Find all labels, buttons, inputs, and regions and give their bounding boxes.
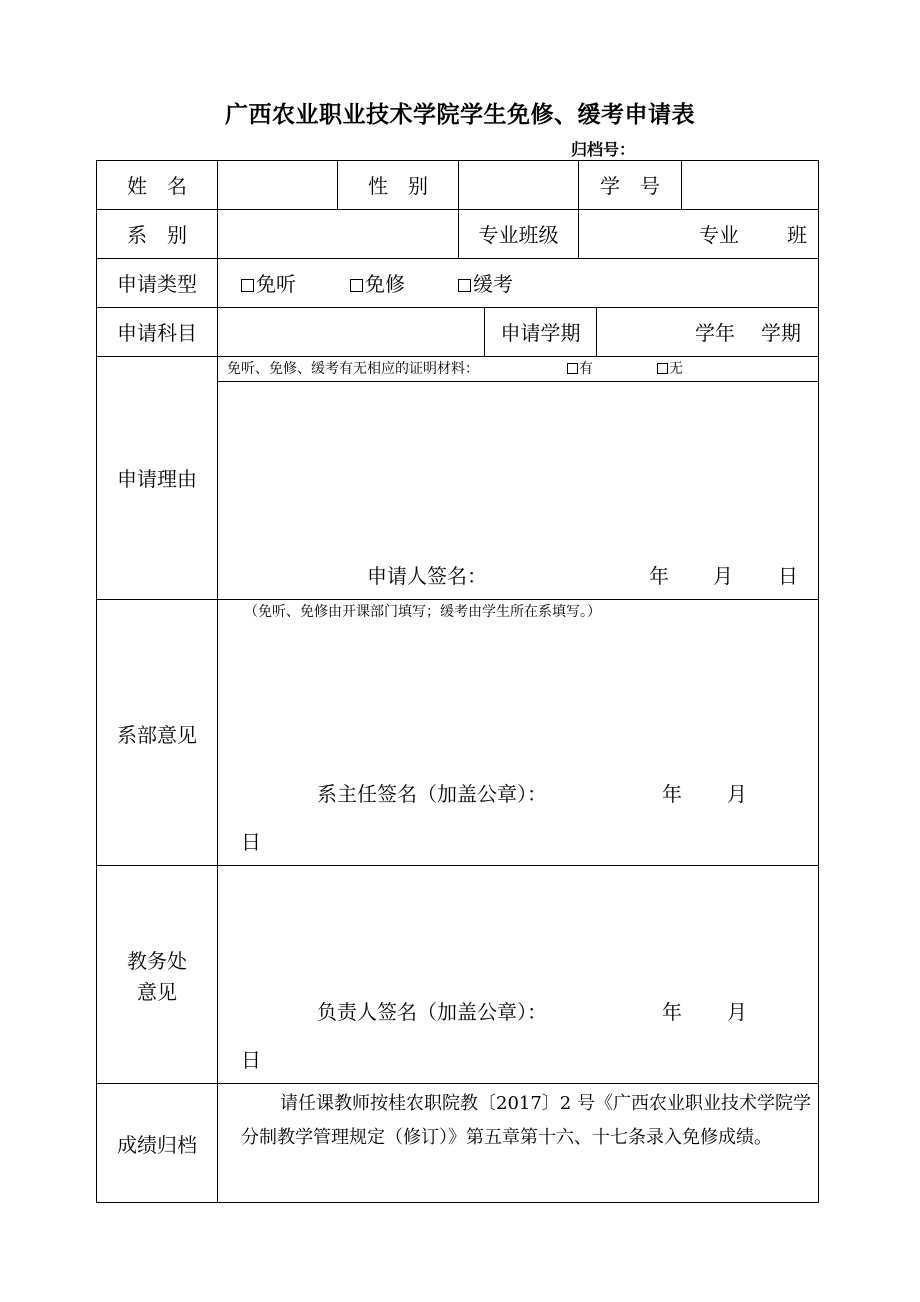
evidence-yes-option[interactable]: 有 <box>567 362 593 376</box>
checkbox[interactable] <box>657 363 668 374</box>
date-day: 日 <box>241 1048 261 1072</box>
option-exempt-course[interactable]: 免修 <box>350 274 405 294</box>
evidence-question: 免听、免修、缓考有无相应的证明材料： <box>227 361 479 377</box>
row-divider <box>97 258 818 259</box>
column-divider <box>578 209 579 258</box>
academic-opinion-label-line1: 教务处 <box>127 949 187 973</box>
date-year: 年 <box>662 782 682 806</box>
checkbox[interactable] <box>458 279 471 292</box>
row-divider <box>97 1083 818 1084</box>
row-divider <box>217 381 818 382</box>
dept-opinion-note: （免听、免修由开课部门填写；缓考由学生所在系填写。） <box>244 604 601 620</box>
column-divider <box>217 161 218 1202</box>
class-suffix: 班 <box>787 223 807 247</box>
evidence-no-option[interactable]: 无 <box>657 362 683 376</box>
date-month: 月 <box>727 782 747 806</box>
academic-opinion-label-line2: 意见 <box>137 980 177 1004</box>
student-id-label: 学 号 <box>600 174 660 198</box>
column-divider <box>458 161 459 209</box>
applicant-signature-label: 申请人签名： <box>367 564 487 588</box>
reason-label: 申请理由 <box>117 467 197 491</box>
responsible-person-signature-label: 负责人签名（加盖公章）： <box>317 1000 547 1024</box>
date-year: 年 <box>649 564 669 588</box>
grade-archive-text-line2: 分制教学管理规定（修订）》第五章第十六、十七条录入免修成绩。 <box>241 1127 772 1148</box>
name-label: 姓 名 <box>127 174 187 198</box>
major-class-label: 专业班级 <box>478 223 559 247</box>
year-suffix: 学年 <box>695 321 735 345</box>
date-day: 日 <box>241 830 261 854</box>
department-label: 系 别 <box>127 223 187 247</box>
date-month: 月 <box>713 564 733 588</box>
term-suffix: 学期 <box>761 321 801 345</box>
gender-label: 性 别 <box>368 174 428 198</box>
subject-label: 申请科目 <box>117 321 197 345</box>
application-form <box>96 160 819 1203</box>
major-suffix: 专业 <box>699 223 739 247</box>
row-divider <box>97 865 818 866</box>
option-exempt-listening[interactable]: 免听 <box>241 274 296 294</box>
date-month: 月 <box>727 1000 747 1024</box>
grade-archive-label: 成绩归档 <box>117 1133 197 1157</box>
application-type-label: 申请类型 <box>117 272 197 296</box>
checkbox[interactable] <box>241 279 254 292</box>
row-divider <box>97 599 818 600</box>
dept-head-signature-label: 系主任签名（加盖公章）： <box>317 782 547 806</box>
row-divider <box>97 307 818 308</box>
row-divider <box>97 356 818 357</box>
option-deferred-exam[interactable]: 缓考 <box>458 274 513 294</box>
form-title: 广西农业职业技术学院学生免修、缓考申请表 <box>225 102 695 128</box>
grade-archive-text-line1: 请任课教师按桂农职院教〔2017〕2 号《广西农业职业技术学院学 <box>280 1093 811 1114</box>
date-year: 年 <box>662 1000 682 1024</box>
checkbox[interactable] <box>350 279 363 292</box>
column-divider <box>681 161 682 209</box>
checkbox[interactable] <box>567 363 578 374</box>
dept-opinion-label: 系部意见 <box>117 723 197 747</box>
column-divider <box>596 307 597 356</box>
date-day: 日 <box>778 564 798 588</box>
archive-number-label: 归档号： <box>571 140 636 159</box>
semester-label: 申请学期 <box>500 321 581 345</box>
